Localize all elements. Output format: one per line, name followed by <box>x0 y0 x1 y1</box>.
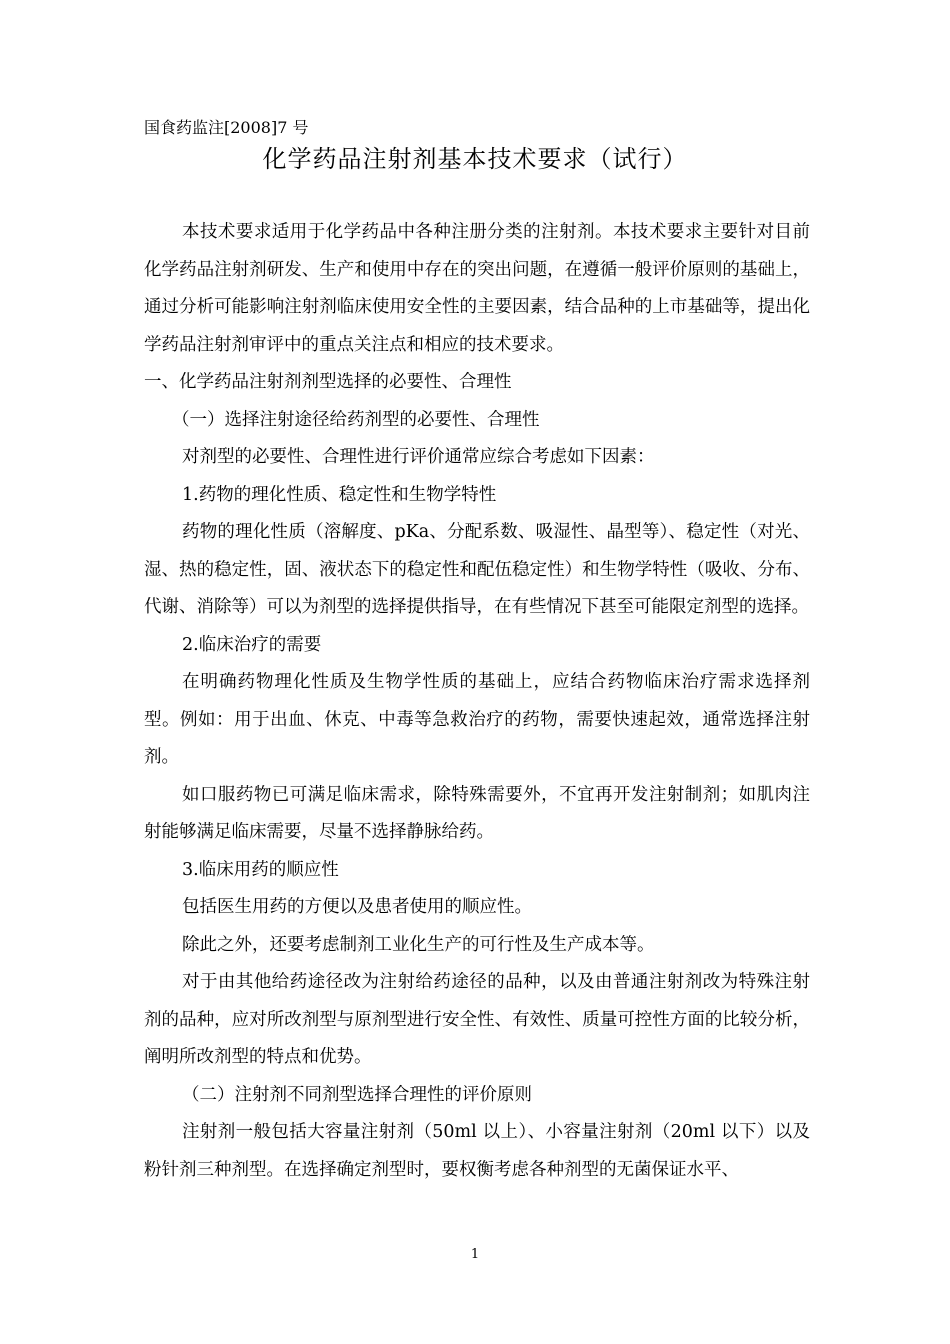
paragraph-factors-intro: 对剂型的必要性、合理性进行评价通常应综合考虑如下因素： <box>182 447 655 467</box>
paragraph-dosage-types: 注射剂一般包括大容量注射剂（50ml 以上）、小容量注射剂（20ml 以下）以及粉针剂三种剂型。在选择确定剂型时，要权衡考虑各种剂型的无菌保证水平、 <box>144 1122 810 1180</box>
section-heading-1: 一、化学药品注射剂剂型选择的必要性、合理性 <box>144 372 512 392</box>
page-number: 1 <box>470 1247 480 1262</box>
document-body <box>144 214 810 1189</box>
paragraph-industrial: 除此之外，还要考虑制剂工业化生产的可行性及生产成本等。 <box>182 934 655 955</box>
paragraph-compliance: 包括医生用药的方便以及患者使用的顺应性。 <box>182 897 532 917</box>
paragraph-route-change: 对于由其他给药途径改为注射给药途径的品种，以及由普通注射剂改为特殊注射剂的品种，应对所改剂型与原剂型进行安全性、有效性、质量可控性方面的比较分析，阐明所改剂型的特点和优势。 <box>144 972 810 1067</box>
item-heading-3: 3.临床用药的顺应性 <box>182 859 339 880</box>
paragraph-scope: 本技术要求适用于化学药品中各种注册分类的注射剂。本技术要求主要针对目前化学药品注射剂研发、生产和使用中存在的突出问题，在遵循一般评价原则的基础上，通过分析可能影响注射剂临床使用安全性的主要因素，结合品种的上市基础等，提出化学药品注射剂审评中的重点关注点和相应的技术要求。 <box>144 222 810 355</box>
document-number: 国食药监注[2008]7 号 <box>144 118 309 137</box>
item-heading-1: 1.药物的理化性质、稳定性和生物学特性 <box>182 484 497 505</box>
paragraph-oral-alternative: 如口服药物已可满足临床需求，除特殊需要外，不宜再开发注射制剂；如肌肉注射能够满足临床需要，尽量不选择静脉给药。 <box>144 784 810 842</box>
paragraph-physchem: 药物的理化性质（溶解度、pKa、分配系数、吸湿性、晶型等）、稳定性（对光、湿、热的稳定性，固、液状态下的稳定性和配伍稳定性）和生物学特性（吸收、分布、代谢、消除等）可以为剂型的选择提供指导，在有些情况下甚至可能限定剂型的选择。 <box>144 522 810 617</box>
subsection-heading-2: （二）注射剂不同剂型选择合理性的评价原则 <box>182 1084 532 1105</box>
document-title: 化学药品注射剂基本技术要求（试行） <box>262 145 688 173</box>
subsection-heading-1: （一）选择注射途径给药剂型的必要性、合理性 <box>172 409 540 430</box>
paragraph-clinical-need: 在明确药物理化性质及生物学性质的基础上，应结合药物临床治疗需求选择剂型。例如：用于出血、休克、中毒等急救治疗的药物，需要快速起效，通常选择注射剂。 <box>144 672 810 767</box>
item-heading-2: 2.临床治疗的需要 <box>182 634 322 655</box>
